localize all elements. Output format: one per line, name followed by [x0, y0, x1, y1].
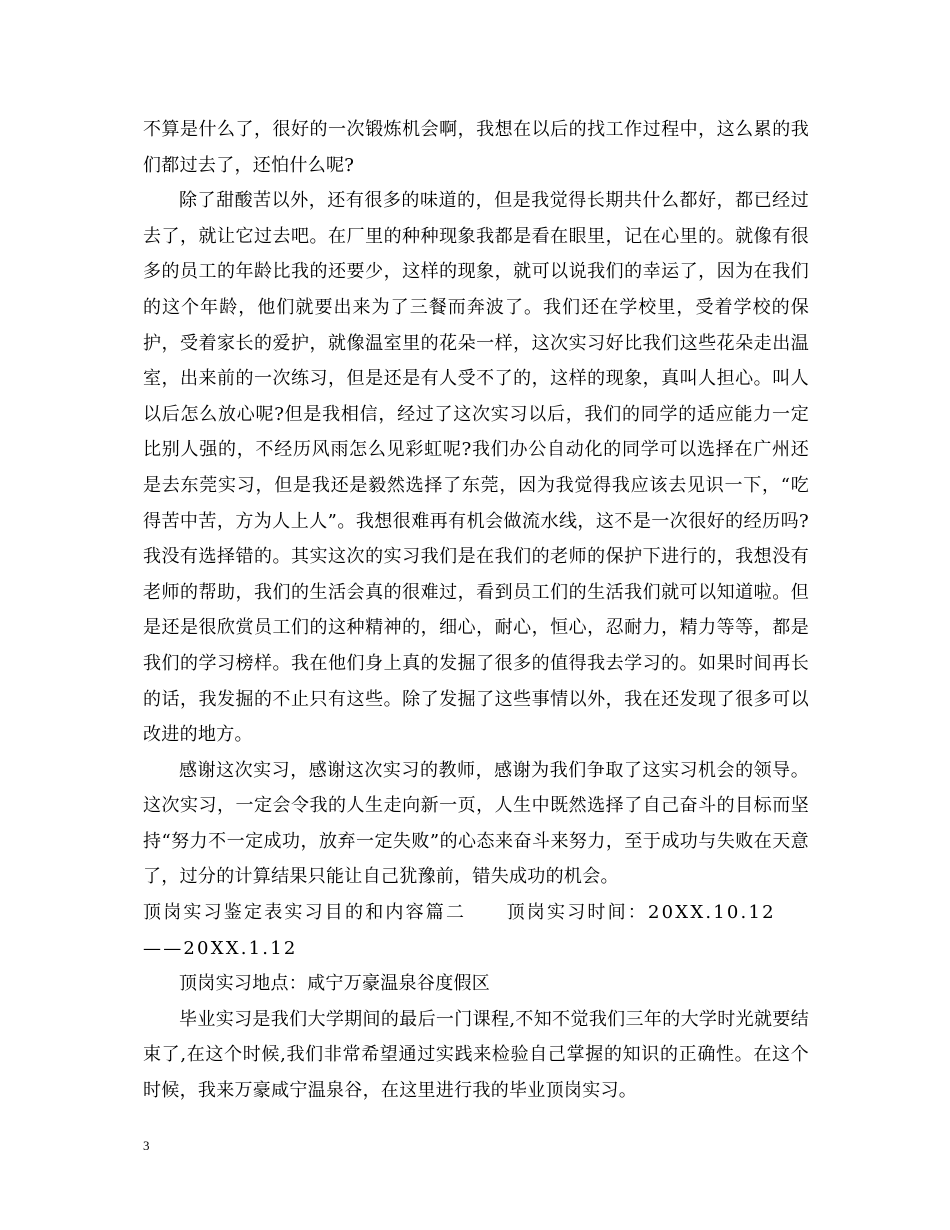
section-heading-part-two: 顶岗实习鉴定表实习目的和内容篇二 顶岗实习时间：20XX.10.12——20XX.1.12 [143, 902, 776, 959]
paragraph-thanks: 感谢这次实习，感谢这次实习的教师，感谢为我们争取了这实习机会的领导。这次实习，一定会令我的人生走向新一页，人生中既然选择了自己奋斗的目标而坚持“努力不一定成功，放弃一定失败”的心态来奋斗来努力，至于成功与失败在天意了，过分的计算结果只能让自己犹豫前，错失成功的机会。 [143, 759, 809, 888]
paragraph-reflection: 除了甜酸苦以外，还有很多的味道的，但是我觉得长期共什么都好，都已经过去了，就让它过去吧。在厂里的种种现象我都是看在眼里，记在心里的。就像有很多的员工的年龄比我的还要少，这样的现象，就可以说我们的幸运了，因为在我们的这个年龄，他们就要出来为了三餐而奔波了。我们还在学校里，受着学校的保护，受着家长的爱护，就像温室里的花朵一样，这次实习好比我们这些花朵走出温室，出来前的一次练习，但是还是有人受不了的，这样的现象，真叫人担心。叫人以后怎么放心呢?但是我相信，经过了这次实习以后，我们的同学的适应能力一定比别人强的，不经历风雨怎么见彩虹呢?我们办公自动化的同学可以选择在广州还是去东莞实习，但是我还是毅然选择了东莞，因为我觉得我应该去见识一下，“吃得苦中苦，方为人上人”。我想很难再有机会做流水线，这不是一次很好的经历吗?我没有选择错的。其实这次的实习我们是在我们的老师的保护下进行的，我想没有老师的帮助，我们的生活会真的很难过，看到员工们的生活我们就可以知道啦。但是还是很欣赏员工们的这种精神的，细心，耐心，恒心，忍耐力，精力等等，都是我们的学习榜样。我在他们身上真的发掘了很多的值得我去学习的。如果时间再长的话，我发掘的不止只有这些。除了发掘了这些事情以外，我在还发现了很多可以改进的地方。 [143, 190, 809, 746]
document-body [143, 112, 809, 1109]
paragraph-location: 顶岗实习地点：咸宁万豪温泉谷度假区 [179, 973, 491, 995]
paragraph-continuation: 不算是什么了，很好的一次锻炼机会啊，我想在以后的找工作过程中，这么累的我们都过去了，还怕什么呢? [143, 119, 809, 176]
page-number: 3 [143, 1138, 150, 1153]
paragraph-graduation-internship: 毕业实习是我们大学期间的最后一门课程,不知不觉我们三年的大学时光就要结束了,在这个时候,我们非常希望通过实践来检验自己掌握的知识的正确性。在这个时候，我来万豪咸宁温泉谷，在这里进行我的毕业顶岗实习。 [143, 1008, 809, 1102]
